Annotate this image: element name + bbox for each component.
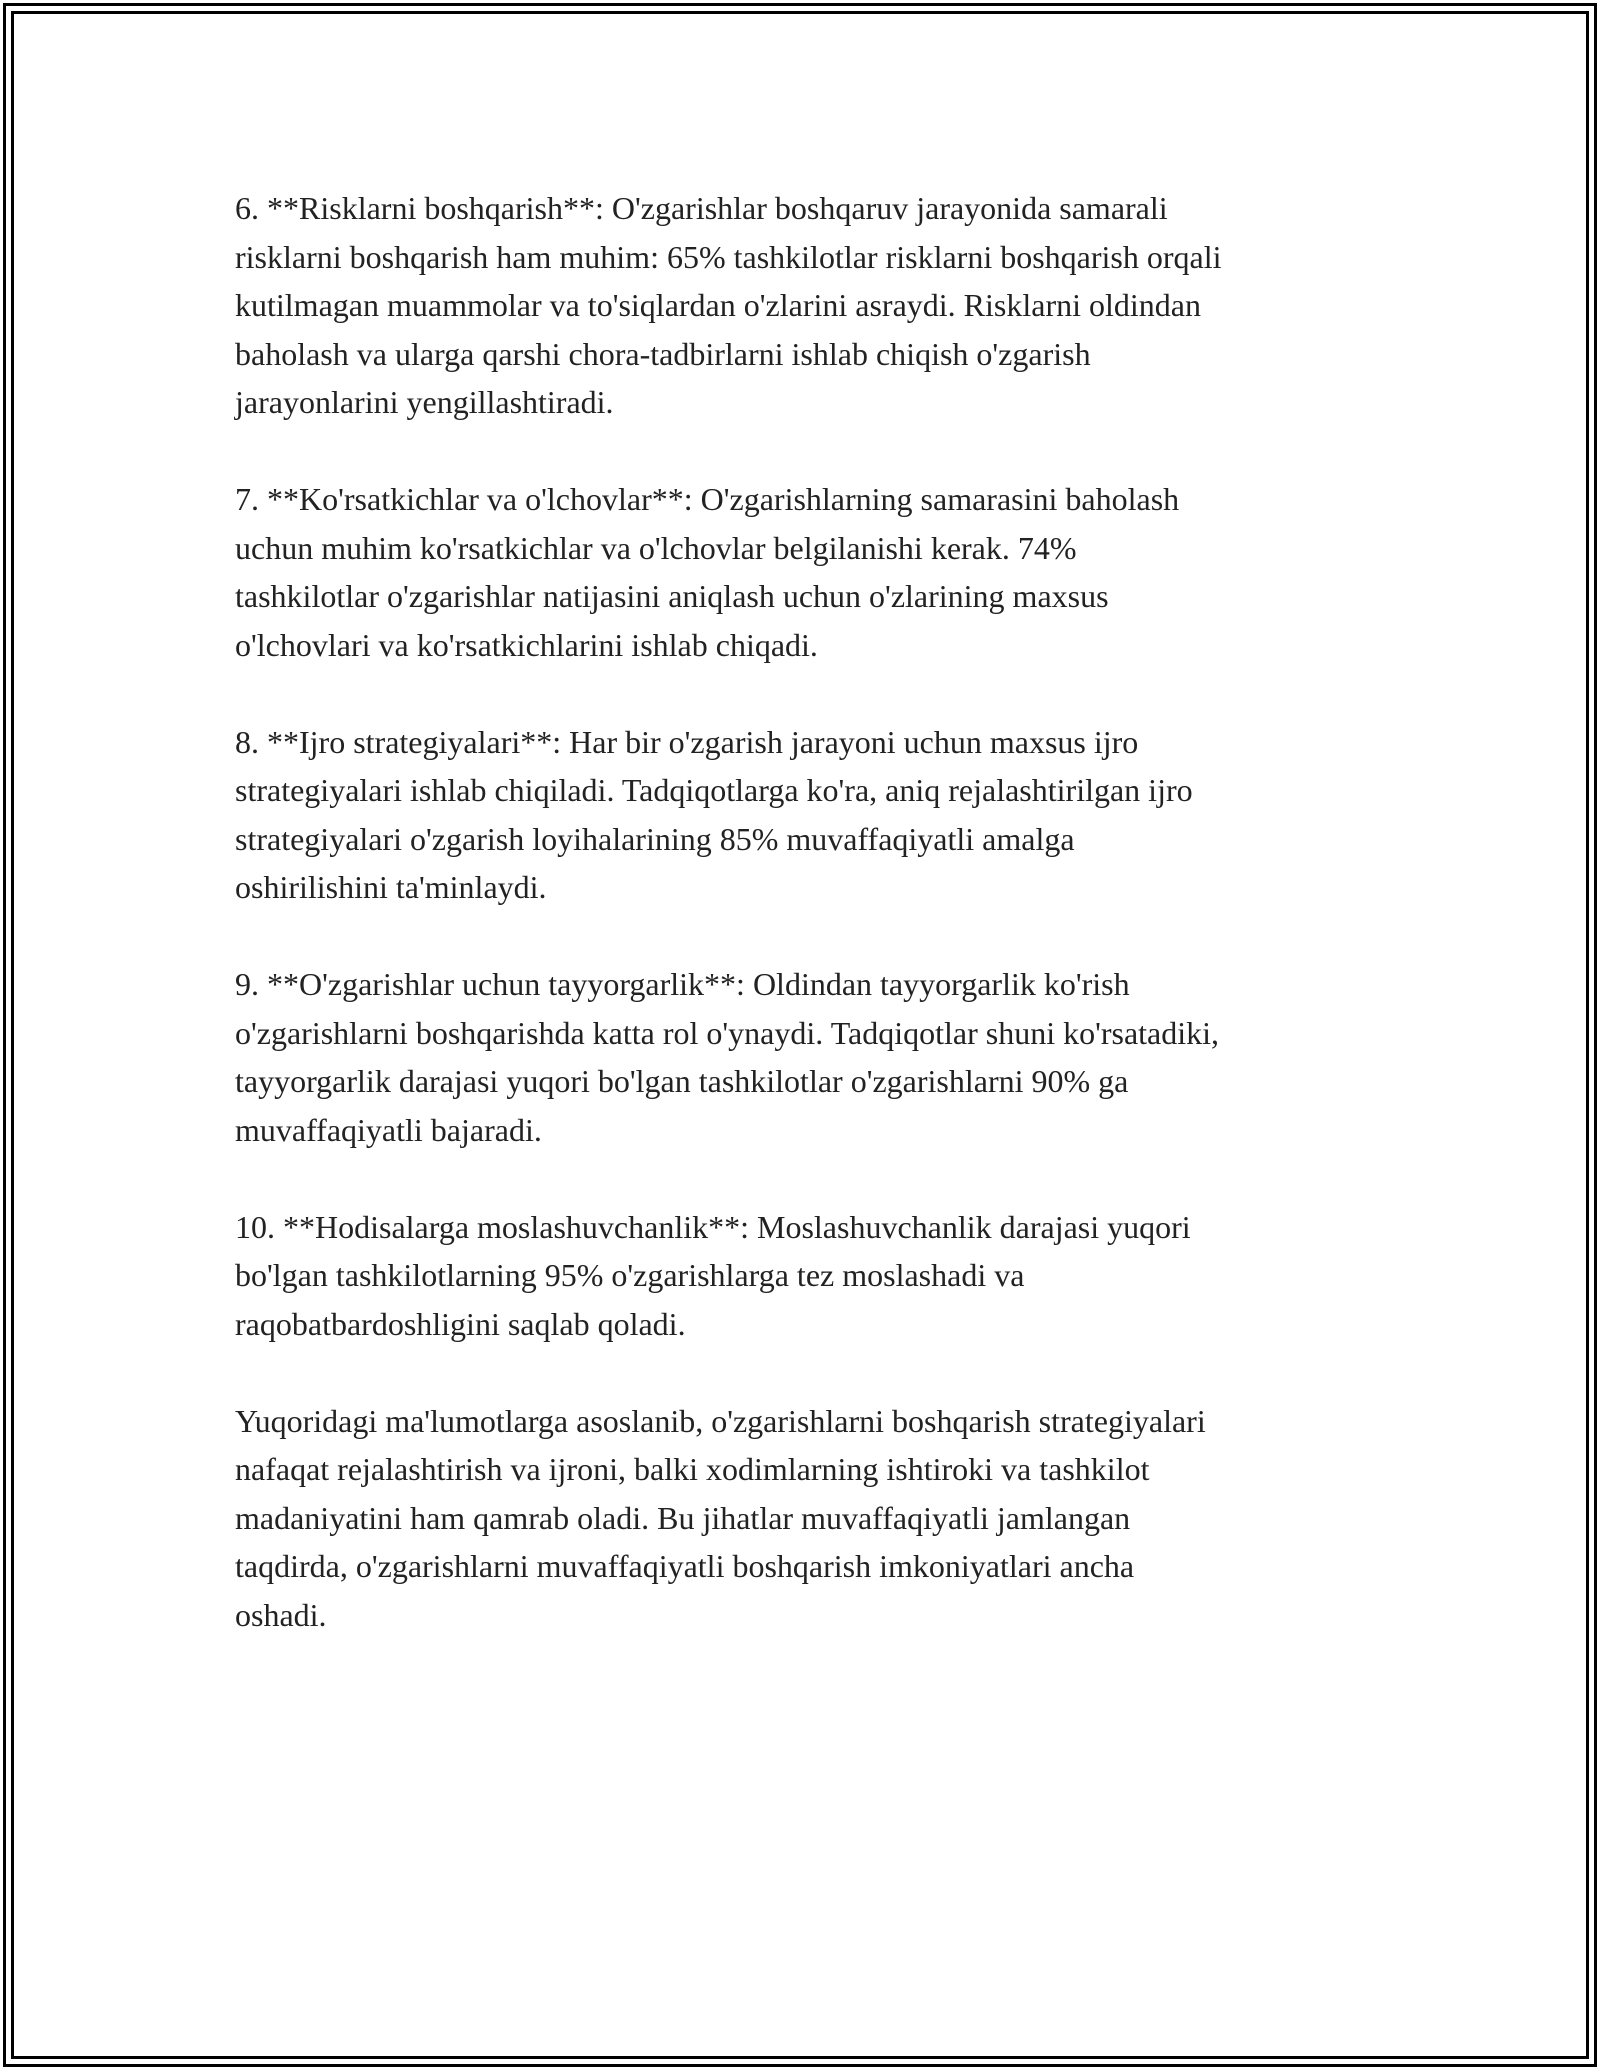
paragraph-indicators-measures: 7. **Ko'rsatkichlar va o'lchovlar**: O'zgarishlarning samarasini baholash uchun muhim ko'rsatkichlar va o'lchovlar belgilanishi kerak. 74% tashkilotlar o'zgarishlar natijasini aniqlash uchun o'zlarining maxsus o'lchovlari va ko'rsatkichlarini ishlab chiqadi. <box>235 481 1180 663</box>
paragraph-execution-strategies: 8. **Ijro strategiyalari**: Har bir o'zgarish jarayoni uchun maxsus ijro strategiyalari ishlab chiqiladi. Tadqiqotlarga ko'ra, aniq rejalashtirilgan ijro strategiyalari o'zgarish loyihalarining 85% muvaffaqiyatli amalga oshirilishini ta'minlaydi. <box>235 723 1193 905</box>
paragraph-change-readiness: 9. **O'zgarishlar uchun tayyorgarlik**: Oldindan tayyorgarlik ko'rish o'zgarishlarni boshqarishda katta rol o'ynaydi. Tadqiqotlar shuni ko'rsatadiki, tayyorgarlik darajasi yuqori bo'lgan tashkilotlar o'zgarishlarni 90% ga muvaffaqiyatli bajaradi. <box>235 966 1220 1148</box>
paragraph-adaptability: 10. **Hodisalarga moslashuvchanlik**: Moslashuvchanlik darajasi yuqori bo'lgan tashkilotlarning 95% o'zgarishlarga tez moslashadi va raqobatbardoshligini saqlab qoladi. <box>235 1208 1191 1342</box>
paragraph-risk-management: 6. **Risklarni boshqarish**: O'zgarishlar boshqaruv jarayonida samarali risklarni boshqarish ham muhim: 65% tashkilotlar risklarni boshqarish orqali kutilmagan muammolar va to'siqlardan o'zlarini asraydi. Risklarni oldindan baholash va ularga qarshi chora-tadbirlarni ishlab chiqish o'zgarish jarayonlarini yengillashtiradi. <box>235 190 1222 420</box>
paragraph-conclusion: Yuqoridagi ma'lumotlarga asoslanib, o'zgarishlarni boshqarish strategiyalari nafaqat rejalashtirish va ijroni, balki xodimlarning ishtiroki va tashkilot madaniyatini ham qamrab oladi. Bu jihatlar muvaffaqiyatli jamlangan taqdirda, o'zgarishlarni muvaffaqiyatli boshqarish imkoniyatlari ancha oshadi. <box>235 1402 1206 1633</box>
document-body <box>235 184 1385 1688</box>
